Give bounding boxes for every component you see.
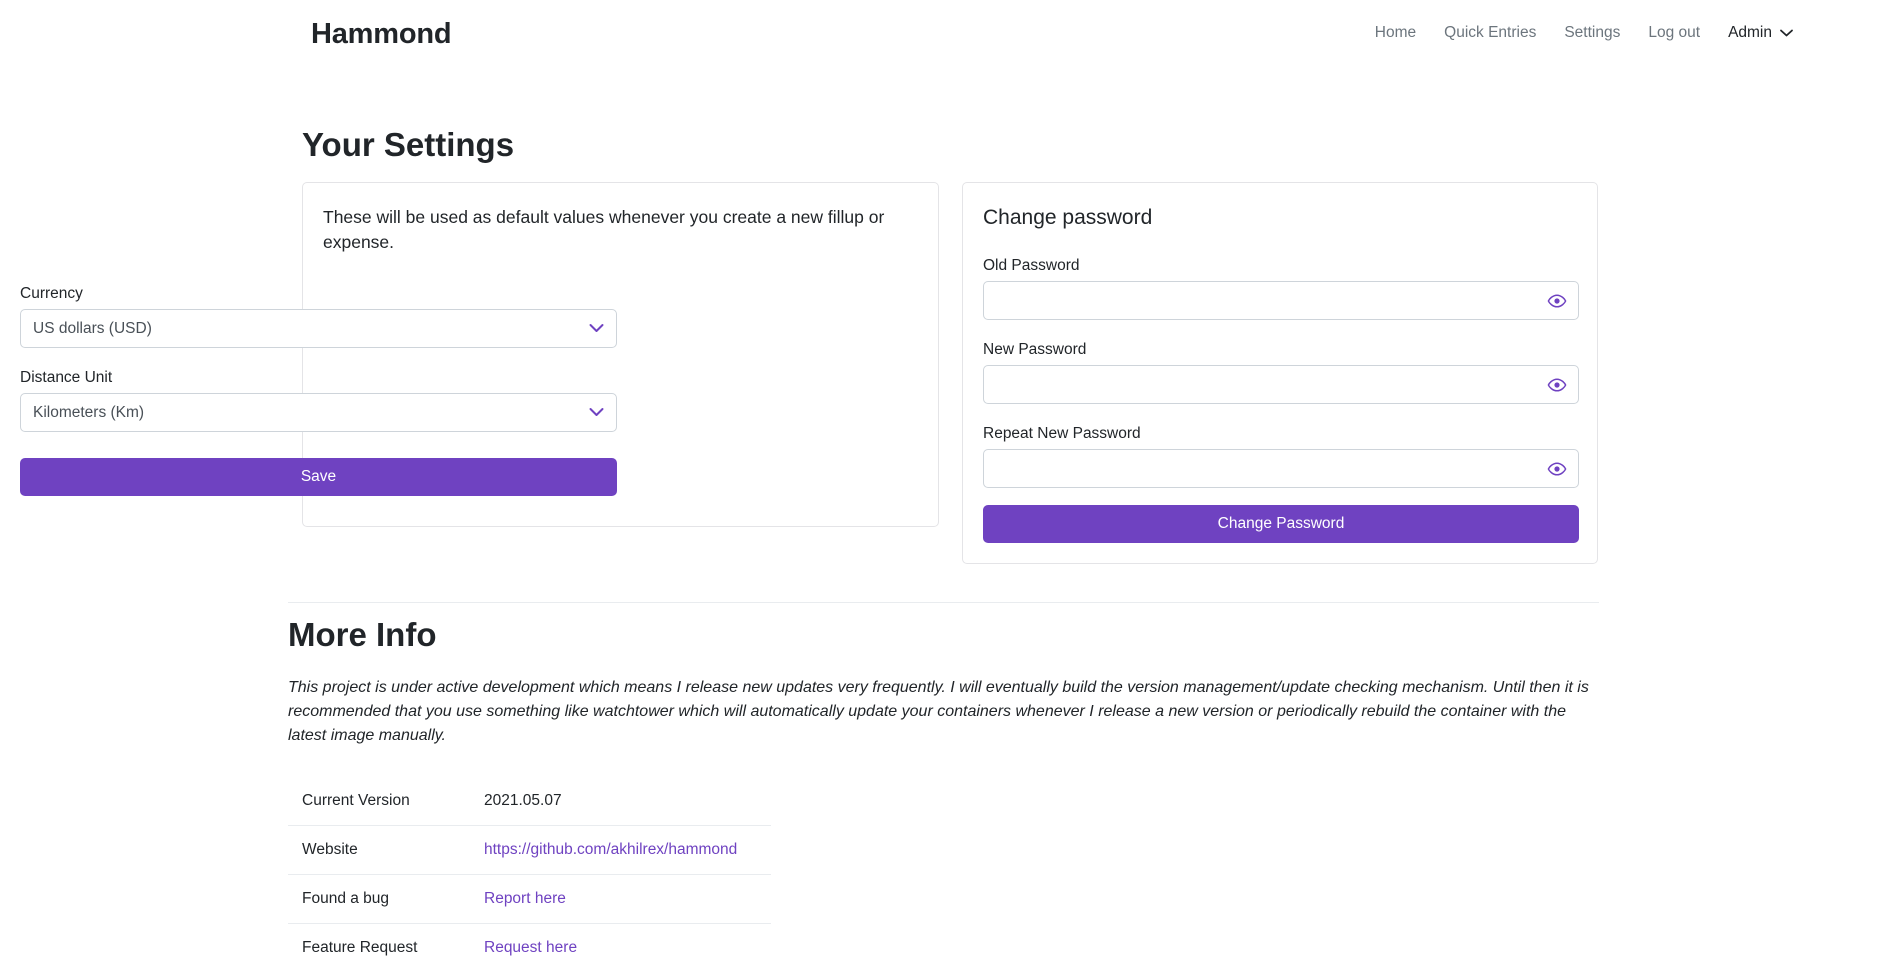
info-value: [470, 826, 771, 875]
repeat-new-password-field-wrapper: [983, 449, 1579, 488]
change-password-title: Change password: [983, 203, 1152, 233]
distance-unit-select[interactable]: [20, 393, 617, 432]
feature-request-link[interactable]: Request here: [484, 939, 577, 956]
currency-select[interactable]: [20, 309, 617, 348]
table-row: [288, 826, 771, 875]
info-value: 2021.05.07: [470, 777, 771, 826]
top-navbar: [0, 0, 1901, 68]
distance-unit-label: Distance Unit: [20, 367, 112, 389]
nav-links: [1361, 22, 1793, 44]
repeat-new-password-label: Repeat New Password: [983, 423, 1141, 445]
nav-item-home[interactable]: Home: [1361, 22, 1430, 44]
old-password-input[interactable]: [983, 281, 1579, 320]
eye-icon[interactable]: [1547, 291, 1567, 311]
old-password-label: Old Password: [983, 255, 1079, 277]
page-title: Your Settings: [302, 125, 514, 165]
eye-icon[interactable]: [1547, 375, 1567, 395]
change-password-button-wrapper: [983, 505, 1579, 543]
new-password-input[interactable]: [983, 365, 1579, 404]
new-password-field-wrapper: [983, 365, 1579, 404]
divider: [288, 602, 1599, 603]
new-password-label: New Password: [983, 339, 1086, 361]
save-button[interactable]: Save: [20, 458, 617, 496]
info-key: Feature Request: [288, 924, 470, 972]
nav-item-settings[interactable]: Settings: [1550, 22, 1634, 44]
app-brand[interactable]: Hammond: [311, 14, 451, 54]
currency-select-wrapper[interactable]: [20, 309, 617, 348]
change-password-card: [962, 182, 1598, 564]
save-button-wrapper: [20, 458, 617, 496]
table-row: [288, 875, 771, 924]
info-key: Current Version: [288, 777, 470, 826]
repeat-new-password-input[interactable]: [983, 449, 1579, 488]
distance-unit-select-wrapper[interactable]: [20, 393, 617, 432]
info-value: [470, 924, 771, 972]
nav-item-quick-entries[interactable]: Quick Entries: [1430, 22, 1550, 44]
table-row: [288, 777, 771, 826]
website-link[interactable]: https://github.com/akhilrex/hammond: [484, 841, 737, 858]
currency-label: Currency: [20, 283, 83, 305]
nav-item-admin[interactable]: [1714, 22, 1793, 44]
eye-icon[interactable]: [1547, 459, 1567, 479]
chevron-down-icon: [1780, 29, 1793, 37]
report-bug-link[interactable]: Report here: [484, 890, 566, 907]
info-value: [470, 875, 771, 924]
info-key: Found a bug: [288, 875, 470, 924]
more-info-table: [288, 777, 771, 972]
card-intro-text: These will be used as default values whenever you create a new fillup or expense.: [323, 205, 903, 255]
change-password-button[interactable]: Change Password: [983, 505, 1579, 543]
more-info-paragraph: This project is under active development which means I release new updates very frequently. I will eventually build the version management/update checking mechanism. Until then it is recommended that you use something like watchtower which will automatically update your containers whenever I release a new version or periodically rebuild the container with the latest image manually.: [288, 676, 1599, 748]
more-info-title: More Info: [288, 615, 436, 655]
nav-admin-label: Admin: [1728, 22, 1772, 44]
table-row: [288, 924, 771, 972]
info-key: Website: [288, 826, 470, 875]
nav-item-logout[interactable]: Log out: [1634, 22, 1714, 44]
old-password-field-wrapper: [983, 281, 1579, 320]
